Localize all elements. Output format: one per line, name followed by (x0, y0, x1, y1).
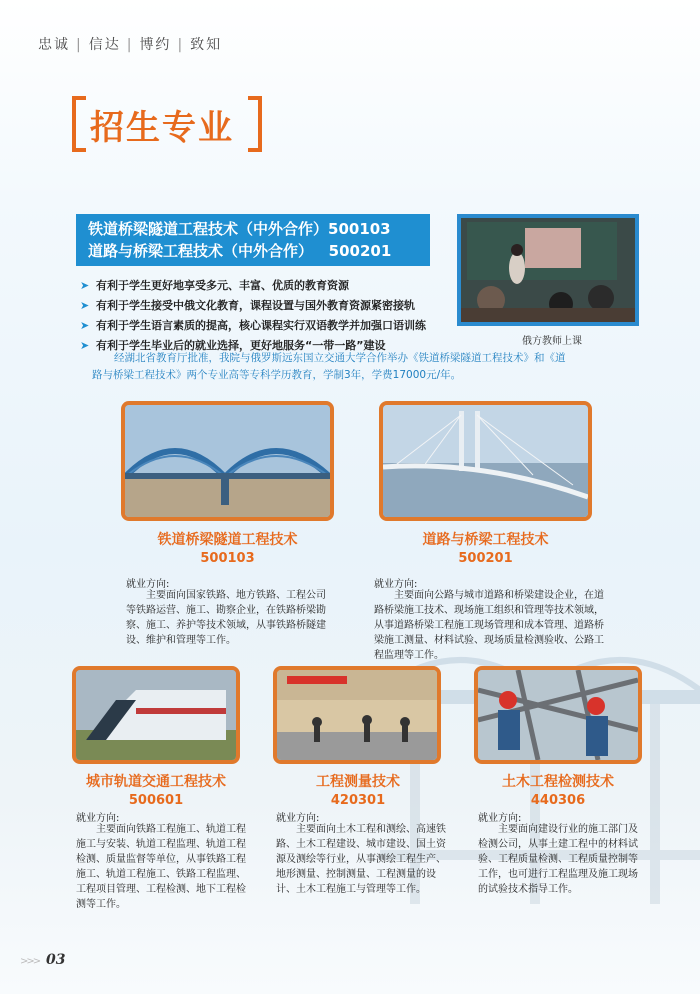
job-direction-text: 主要面向公路与城市道路和桥梁建设企业，在道路桥梁施工技术、现场施工组织和管理等技术领域，从事道路桥梁工程施工现场管理和成本管理、道路桥梁施工测量、材料试验、现场质量检测验收、公路工程监理等工作。 (374, 590, 604, 661)
major-code: 420301 (330, 793, 386, 808)
major-photo-road-bridge (379, 401, 592, 521)
cooperation-banner (76, 214, 430, 266)
job-direction-label: 就业方向: (76, 813, 120, 824)
list-item: ➤ 有利于学生毕业后的就业选择，更好地服务“一带一路”建设 (80, 336, 426, 356)
major-photo-surveying (273, 666, 441, 764)
chevron-right-icon: ➤ (80, 299, 90, 312)
major-name: 城市轨道交通工程技术 (86, 774, 226, 790)
motto-item: 致知 (190, 37, 223, 53)
classroom-photo (457, 214, 639, 326)
intro-paragraph: 经湖北省教育厅批准，我院与俄罗斯远东国立交通大学合作举办《铁道桥梁隧道工程技术》和《道路与桥梁工程技术》两个专业高等专科学历教育，学制3年，学费17000元/年。 (92, 352, 566, 381)
section-title-text: 招生专业 (90, 108, 234, 148)
school-motto: 忠诚 | 信达 | 博约 | 致知 (38, 37, 223, 53)
job-direction-label: 就业方向: (126, 579, 170, 590)
list-item: ➤ 有利于学生接受中俄文化教育，课程设置与国外教育资源紧密接轨 (80, 296, 426, 316)
photo-caption: 俄方教师上课 (522, 336, 582, 347)
major-code: 500201 (458, 551, 513, 566)
job-direction-label: 就业方向: (374, 579, 418, 590)
job-direction-text: 主要面向土木工程和测绘、高速铁路、土木工程建设、城市建设、国土资源及测绘等行业，从事测绘工程生产、地形测量、控制测量、工程测量的设计、土木工程施工与管理等工作。 (276, 824, 446, 895)
major-photo-railway-bridge (121, 401, 334, 521)
chevron-right-icon: ➤ (80, 339, 90, 352)
banner-line: 道路与桥梁工程技术（中外合作） 500201 (88, 242, 392, 260)
list-item: ➤ 有利于学生语言素质的提高，核心课程实行双语教学并加强口语训练 (80, 316, 426, 336)
section-title (72, 92, 262, 152)
chevron-right-icon: ➤ (80, 319, 90, 332)
page-number: 03 (46, 952, 66, 968)
major-photo-inspection (474, 666, 642, 764)
major-code: 500601 (128, 793, 184, 808)
title-bracket-right (248, 96, 262, 152)
chevron-right-icon: ➤ (80, 279, 90, 292)
major-name: 道路与桥梁工程技术 (422, 532, 549, 548)
motto-item: 信达 (88, 37, 121, 53)
job-direction-text: 主要面向铁路工程施工、轨道工程施工与安装、轨道工程监理、轨道工程检测、质量监督等单位，从事铁路工程施工、轨道工程施工、铁路工程监理、工程项目管理、工程检测、地下工程检测等工作。 (76, 824, 246, 910)
title-bracket-left (72, 96, 86, 152)
motto-item: 忠诚 (38, 37, 70, 53)
major-code: 500103 (200, 551, 255, 566)
motto-item: 博约 (139, 37, 172, 53)
major-name: 铁道桥梁隧道工程技术 (157, 532, 298, 548)
chevrons-icon: >>> (20, 956, 40, 967)
major-code: 440306 (530, 793, 586, 808)
major-name: 工程测量技术 (316, 774, 400, 790)
benefit-list (80, 276, 426, 356)
major-name: 土木工程检测技术 (502, 774, 614, 790)
job-direction-text: 主要面向国家铁路、地方铁路、工程公司等铁路运营、施工、勘察企业，在铁路桥梁勘察、施工、养护等技术领域，从事铁路桥隧建设、维护和管理等工作。 (126, 590, 326, 646)
major-photo-metro (72, 666, 240, 764)
list-item: ➤ 有利于学生更好地享受多元、丰富、优质的教育资源 (80, 276, 426, 296)
banner-line: 铁道桥梁隧道工程技术（中外合作）500103 (88, 220, 391, 238)
job-direction-text: 主要面向建设行业的施工部门及检测公司，从事土建工程中的材料试验、工程质量检测、工程质量控制等工作，也可进行工程监理及施工现场的试验技术指导工作。 (478, 824, 638, 895)
job-direction-label: 就业方向: (478, 813, 522, 824)
job-direction-label: 就业方向: (276, 813, 320, 824)
